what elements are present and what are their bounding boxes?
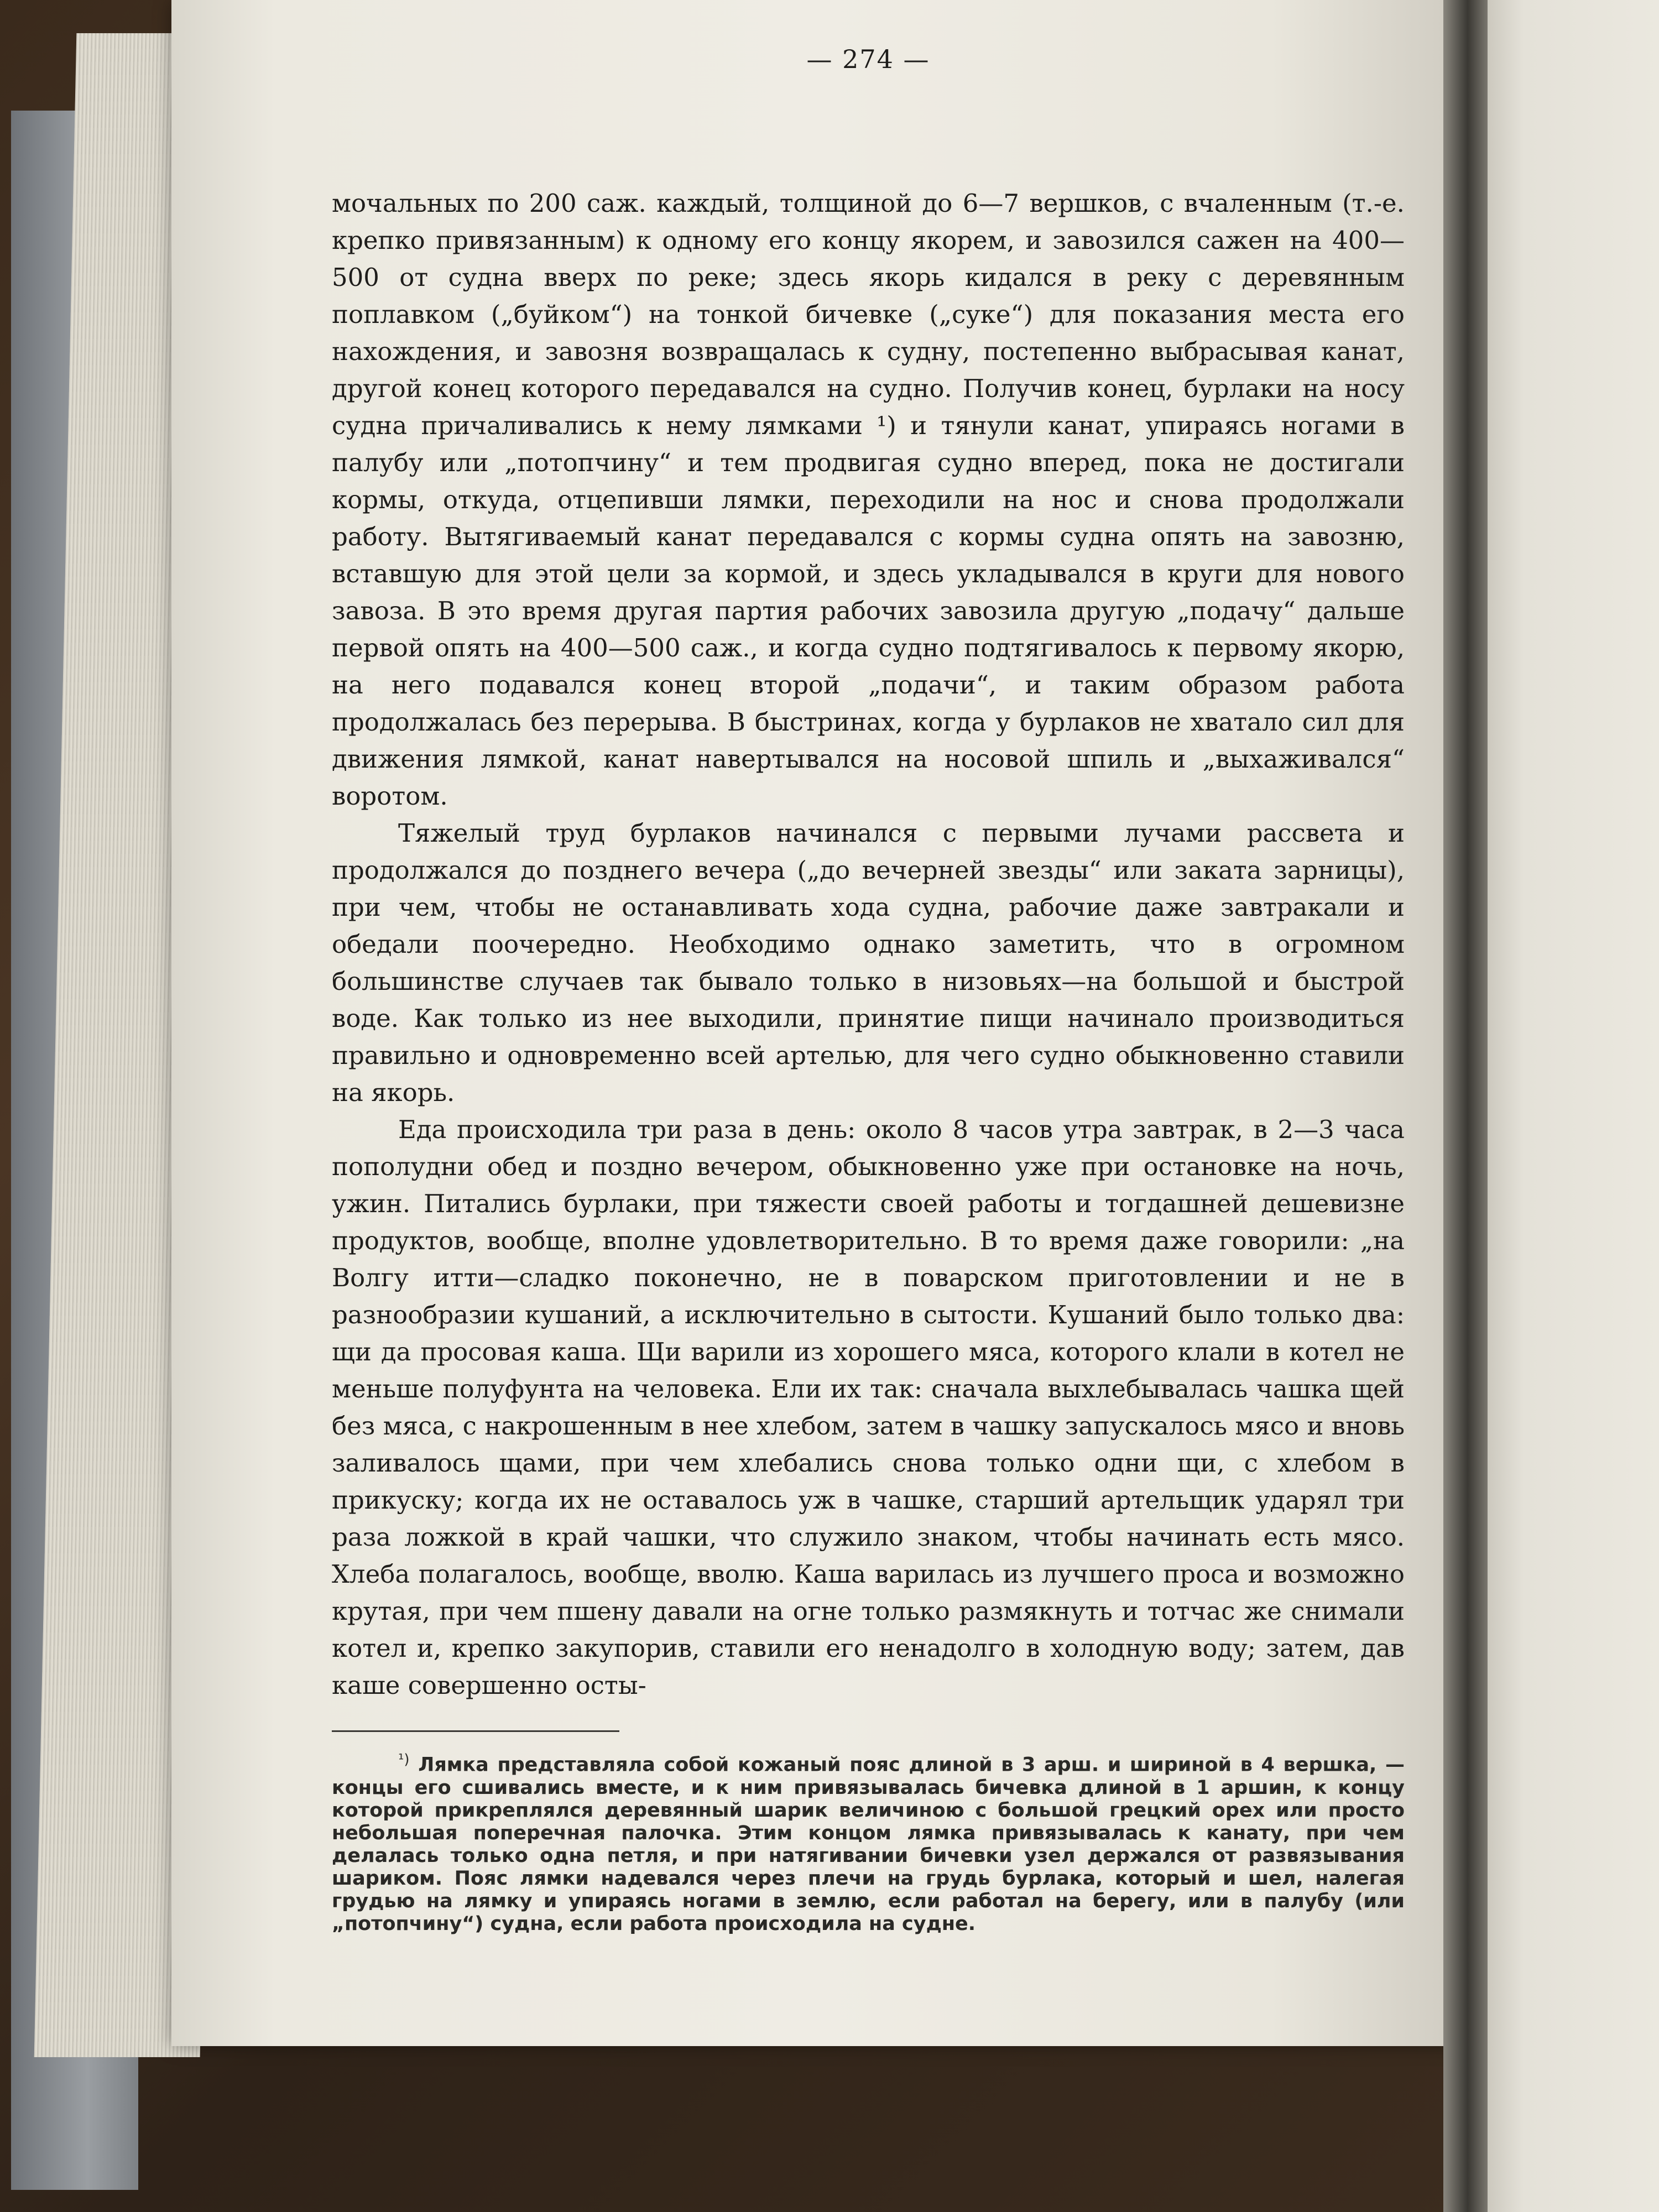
facing-page <box>1465 0 1659 2212</box>
paragraph-1: мочальных по 200 саж. каждый, толщиной до 6—7 вершков, с вчаленным (т.-е. крепко привязанным) к одному его концу якорем, и завозился сажен на 400—500 от судна вверх по реке; здесь якорь кидался в реку с деревянным поплавком („буйком“) на тонкой бичевке („суке“) для показания места его нахождения, и завозня возвращалась к судну, постепенно выбрасывая канат, другой конец которого передавался на судно. Получив конец, бурлаки на носу судна причаливались к нему лямками ¹) и тянули канат, упираясь ногами в палубу или „потопчину“ и тем продвигая судно вперед, пока не достигали кормы, откуда, отцепивши лямки, переходили на нос и снова продолжали работу. Вытягиваемый канат передавался с кормы судна опять на завозню, вставшую для этой цели за кормой, и здесь укладывался в круги для нового завоза. В это время другая партия рабочих завозила другую „подачу“ дальше первой опять на 400—500 саж., и когда судно подтягивалось к первому якорю, на него подавался конец второй „подачи“, и таким образом работа продолжалась без перерыва. В быстринах, когда у бурлаков не хватало сил для движения лямкой, канат навертывался на носовой шпиль и „выхаживался“ воротом. <box>332 189 1405 811</box>
page-number: — 274 — <box>806 44 930 74</box>
footnote <box>332 1749 1405 1936</box>
footnote-mark: ¹) <box>398 1751 410 1768</box>
footnote-divider <box>332 1730 619 1732</box>
footnote-text: Лямка представляла собой кожаный пояс длиной в 3 арш. и шириной в 4 вершка, — концы его сшивались вместе, и к ним привязывалась бичевка длиной в 1 аршин, к концу которой прикреплялся деревянный шарик величиною с большой грецкий орех или просто небольшая поперечная палочка. Этим концом лямка привязывалась к канату, при чем делалась только одна петля, и при натягивании бичевки узел держался от развязывания шариком. Пояс лямки надевался через плечи на грудь бурлака, который и шел, налегая грудью на лямку и упираясь ногами в землю, если работал на берегу, или в палубу (или „потопчину“) судна, если работа происходила на судне. <box>332 1754 1405 1935</box>
paragraph-2: Тяжелый труд бурлаков начинался с первыми лучами рассвета и продолжался до позднего вечера („до вечерней звезды“ или заката зарницы), при чем, чтобы не останавливать хода судна, рабочие даже завтракали и обедали поочередно. Необходимо однако заметить, что в огромном большинстве случаев так бывало только в низовьях—на большой и быстрой воде. Как только из нее выходили, принятие пищи начинало производиться правильно и одновременно всей артелью, для чего судно обыкновенно ставили на якорь. <box>332 818 1405 1107</box>
paragraph-3: Еда происходила три раза в день: около 8 часов утра завтрак, в 2—3 часа пополудни обед и поздно вечером, обыкновенно уже при остановке на ночь, ужин. Питались бурлаки, при тяжести своей работы и тогдашней дешевизне продуктов, вообще, вполне удовлетворительно. В то время даже говорили: „на Волгу итти—сладко поконечно, не в поварском приготовлении и не в разнообразии кушаний, а исключительно в сытости. Кушаний было только два: щи да просовая каша. Щи варили из хорошего мяса, которого клали в котел не меньше полуфунта на человека. Ели их так: сначала выхлебывалась чашка щей без мяса, с накрошенным в нее хлебом, затем в чашку запускалось мясо и вновь заливалось щами, при чем хлебались снова только одни щи, с хлебом в прикуску; когда их не оставалось уж в чашке, старший артельщик ударял три раза ложкой в край чашки, что служило знаком, чтобы начинать есть мясо. Хлеба полагалось, вообще, вволю. Каша варилась из лучшего проса и возможно крутая, при чем пшену давали на огне только размякнуть и тотчас же снимали котел и, крепко закупорив, ставили его ненадолго в холодную воду; затем, дав каше совершенно осты- <box>332 1115 1405 1700</box>
book-gutter <box>1443 0 1488 2212</box>
page-text-block <box>332 44 1405 1936</box>
